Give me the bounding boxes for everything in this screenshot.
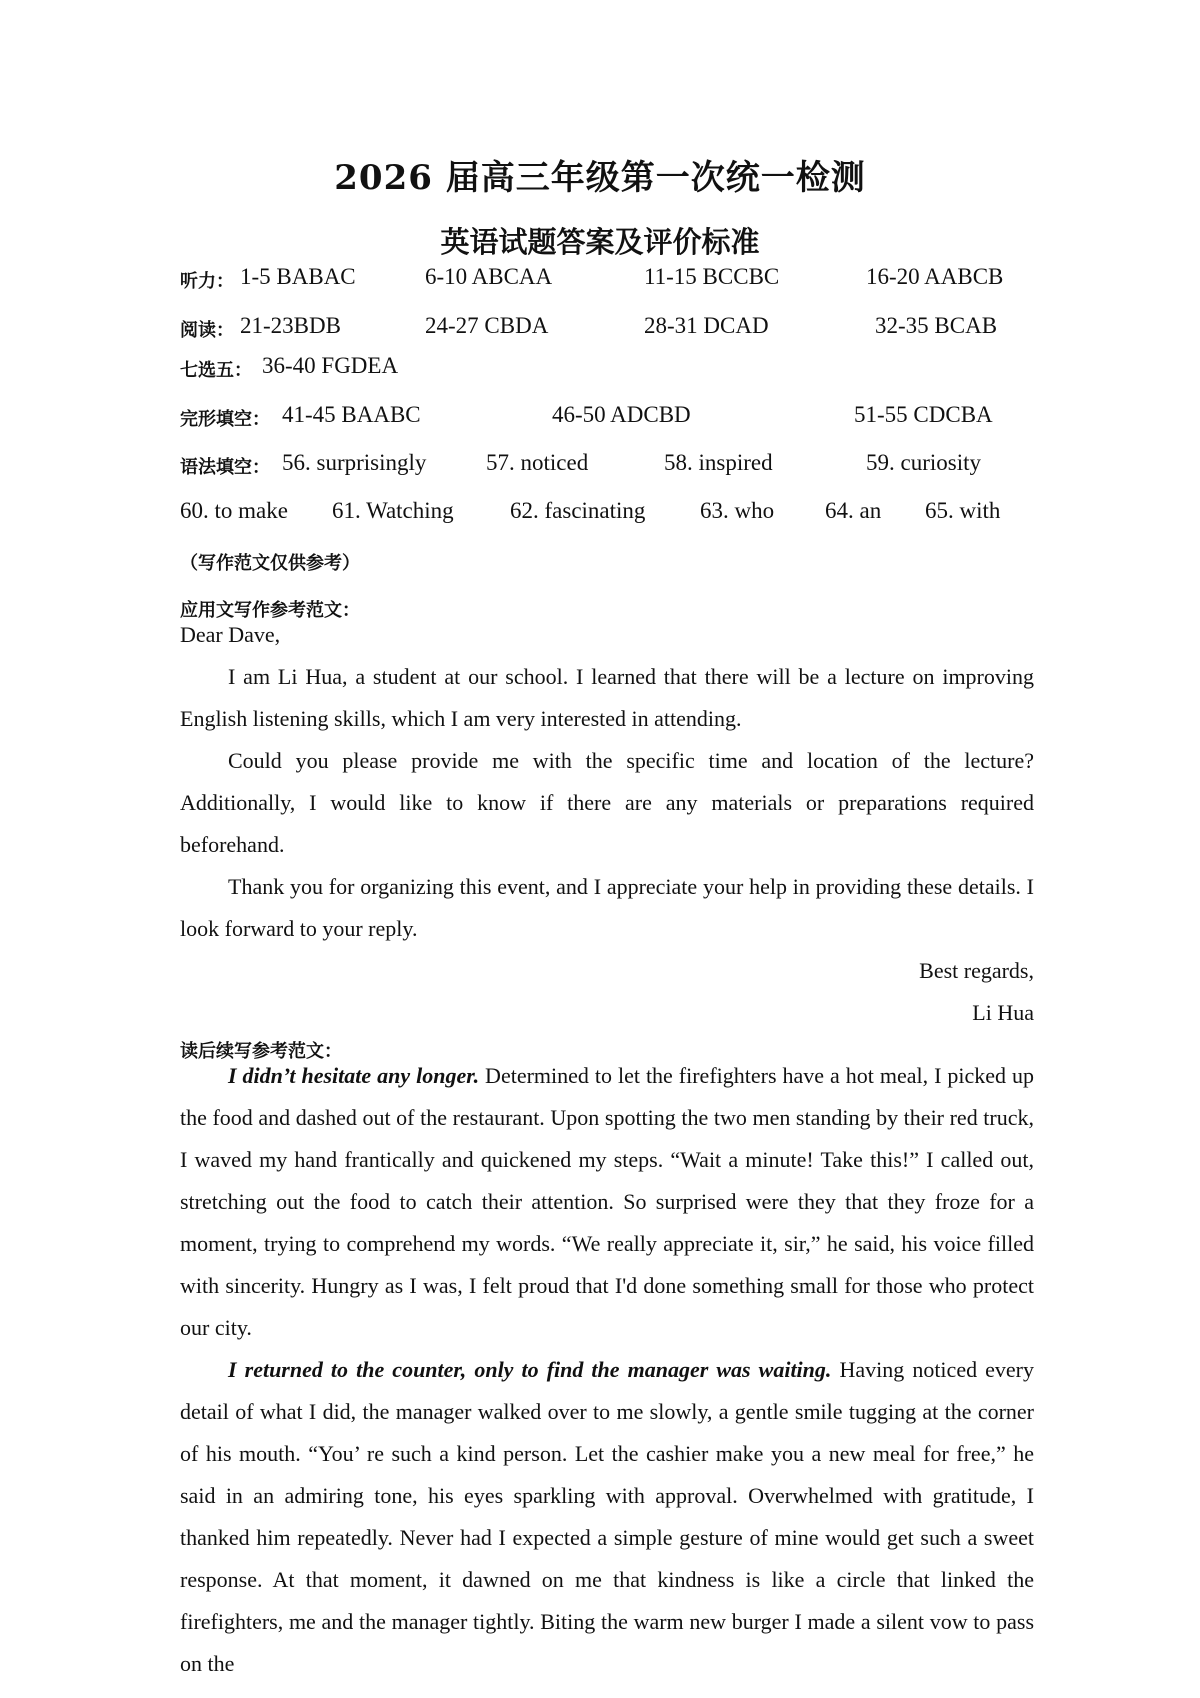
letter-paragraph: Thank you for organizing this event, and I appreciate your help in providing these details. I look forward to your reply. bbox=[180, 874, 1034, 941]
paragraph-lead-sentence: I returned to the counter, only to find the manager was waiting. bbox=[228, 1357, 832, 1382]
answer-group: 62. fascinating bbox=[510, 498, 646, 523]
answer-group: 56. surprisingly bbox=[282, 450, 427, 475]
answer-group: 11-15 BCCBC bbox=[644, 264, 780, 289]
continuation-body bbox=[180, 1055, 1034, 1685]
answer-group: 24-27 CBDA bbox=[425, 313, 549, 338]
answer-group: 1-5 BABAC bbox=[240, 264, 356, 289]
letter-paragraph: I am Li Hua, a student at our school. I learned that there will be a lecture on improving English listening skills, which I am very interested in attending. bbox=[180, 664, 1034, 731]
letter-closing: Best regards, bbox=[919, 958, 1034, 983]
grammar-label: 语法填空： bbox=[180, 457, 270, 478]
answer-group: 63. who bbox=[700, 498, 775, 523]
answers-cloze bbox=[180, 402, 1040, 436]
reading-label: 阅读： bbox=[180, 320, 234, 341]
letter-salutation: Dear Dave, bbox=[180, 622, 281, 647]
letter-body bbox=[180, 614, 1034, 1034]
continuation-heading: 读后续写参考范文： bbox=[180, 1041, 342, 1062]
answer-group: 58. inspired bbox=[664, 450, 773, 475]
answer-group: 60. to make bbox=[180, 498, 288, 523]
continuation-paragraph bbox=[180, 1055, 1034, 1349]
answer-group: 36-40 FGDEA bbox=[262, 353, 399, 378]
letter-paragraph: Could you please provide me with the specific time and location of the lecture? Additionally, I would like to know if there are any materials or preparations required beforehand. bbox=[180, 748, 1034, 857]
answer-group: 41-45 BAABC bbox=[282, 402, 421, 427]
paragraph-lead-sentence: I didn’t hesitate any longer. bbox=[228, 1063, 480, 1088]
answer-group: 64. an bbox=[825, 498, 882, 523]
answers-grammar bbox=[180, 450, 1040, 484]
page-subtitle: 英语试题答案及评价标准 bbox=[440, 225, 760, 259]
answers-seven-five bbox=[180, 353, 1040, 387]
letter-heading: 应用文写作参考范文： bbox=[180, 600, 360, 621]
answer-group: 65. with bbox=[925, 498, 1001, 523]
letter-signature: Li Hua bbox=[972, 1000, 1034, 1025]
answer-group: 46-50 ADCBD bbox=[552, 402, 691, 427]
writing-note: （写作范文仅供参考） bbox=[180, 553, 360, 574]
answers-reading bbox=[180, 313, 1040, 347]
answer-group: 59. curiosity bbox=[866, 450, 981, 475]
answer-group: 61. Watching bbox=[332, 498, 454, 523]
paragraph-text: Determined to let the firefighters have a hot meal, I picked up the food and dashed out of the restaurant. Upon spotting the two men standing by their red truck, I waved my hand frantically and quickened my steps. “Wait a minute! Take this!” I called out, stretching out the food to catch their attention. So surprised were they that they froze for a moment, trying to comprehend my words. “We really appreciate it, sir,” he said, his voice filled with sincerity. Hungry as I was, I felt proud that I'd done something small for those who protect our city. bbox=[180, 1063, 1035, 1340]
answers-listening bbox=[180, 264, 1040, 298]
answer-group: 21-23BDB bbox=[240, 313, 341, 338]
answer-group: 28-31 DCAD bbox=[644, 313, 769, 338]
page-title: 2026 届高三年级第一次统一检测 bbox=[334, 158, 866, 198]
continuation-paragraph bbox=[180, 1349, 1034, 1685]
paragraph-text: Having noticed every detail of what I did, the manager walked over to me slowly, a gentle smile tugging at the corner of his mouth. “You’ re such a kind person. Let the cashier make you a new meal for free,” he said in an admiring tone, his eyes sparkling with approval. Overwhelmed with gratitude, I thanked him repeatedly. Never had I expected a simple gesture of mine would get such a sweet response. At that moment, it dawned on me that kindness is like a circle that linked the firefighters, me and the manager tightly. Biting the warm new burger I made a silent vow to pass on the bbox=[180, 1357, 1035, 1676]
answer-group: 16-20 AABCB bbox=[866, 264, 1004, 289]
answer-group: 57. noticed bbox=[486, 450, 589, 475]
answers-grammar-2 bbox=[180, 498, 1040, 532]
seven-five-label: 七选五： bbox=[180, 360, 252, 381]
cloze-label: 完形填空： bbox=[180, 409, 270, 430]
listening-label: 听力： bbox=[180, 271, 234, 292]
answer-group: 32-35 BCAB bbox=[875, 313, 998, 338]
answer-group: 6-10 ABCAA bbox=[425, 264, 553, 289]
answer-group: 51-55 CDCBA bbox=[854, 402, 993, 427]
